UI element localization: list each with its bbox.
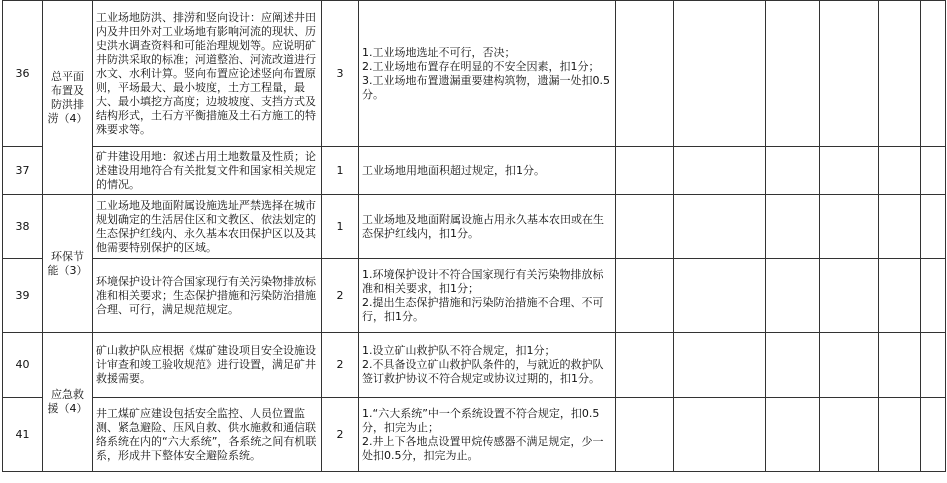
empty-cell [766,1,820,147]
empty-cell [674,259,766,333]
requirement-cell: 矿山救护队应根据《煤矿建设项目安全设施设计审查和竣工验收规范》进行设置，满足矿井救援需要。 [93,333,322,398]
category-cell: 应急救援（4） [43,333,93,472]
row-number: 36 [3,1,43,147]
empty-cell [616,195,674,259]
empty-cell [921,195,946,259]
score-cell: 3 [322,1,359,147]
empty-cell [921,1,946,147]
requirement-cell: 环境保护设计符合国家现行有关污染物排放标准和相关要求；生态保护措施和污染防治措施合理、可行，满足规范规定。 [93,259,322,333]
requirement-cell: 工业场地及地面附属设施选址严禁选择在城市规划确定的生活居住区和文教区、依法划定的生态保护红线内、永久基本农田保护区以及其他需要特别保护的区域。 [93,195,322,259]
empty-cell [820,195,879,259]
requirement-cell: 矿井建设用地：叙述占用土地数量及性质；论述建设用地符合有关批复文件和国家相关规定的情况。 [93,147,322,195]
empty-cell [674,195,766,259]
table-row [3,333,946,398]
empty-cell [766,195,820,259]
criteria-cell [359,259,616,333]
empty-cell [921,259,946,333]
empty-cell [879,398,921,472]
table-row [3,147,946,195]
empty-cell [616,147,674,195]
criteria-cell [359,1,616,147]
empty-cell [820,333,879,398]
criteria-item: 2.提出生态保护措施和污染防治措施不合理、不可行，扣1分。 [362,295,604,323]
category-cell: 环保节能（3） [43,195,93,333]
criteria-cell [359,195,616,259]
empty-cell [766,259,820,333]
row-number: 38 [3,195,43,259]
empty-cell [879,195,921,259]
empty-cell [766,147,820,195]
score-cell: 2 [322,333,359,398]
empty-cell [921,333,946,398]
requirement-cell: 井工煤矿应建设包括安全监控、人员位置监测、紧急避险、压风自救、供水施救和通信联络系统在内的“六大系统”，各系统之间有机联系，形成井下整体安全避险系统。 [93,398,322,472]
score-cell: 1 [322,147,359,195]
empty-cell [616,1,674,147]
criteria-item: 2.不具备设立矿山救护队条件的，与就近的救护队签订救护协议不符合规定或协议过期的，扣1分。 [362,358,604,385]
empty-cell [674,333,766,398]
empty-cell [820,147,879,195]
table-row [3,195,946,259]
empty-cell [879,259,921,333]
row-number: 41 [3,398,43,472]
criteria-item: 1.设立矿山救护队不符合规定，扣1分； [362,344,556,357]
criteria-item: 1.环境保护设计不符合国家现行有关污染物排放标准和相关要求，扣1分； [362,267,604,295]
row-number: 40 [3,333,43,398]
empty-cell [766,398,820,472]
table-row [3,1,946,147]
empty-cell [879,1,921,147]
criteria-item: 2.井上下各地点设置甲烷传感器不满足规定，少一处扣0.5分，扣完为止。 [362,434,604,462]
score-cell: 2 [322,398,359,472]
criteria-item: 1.工业场地选址不可行，否决； [362,45,516,59]
criteria-cell [359,147,616,195]
criteria-item: 3.工业场地布置遗漏重要建构筑物，遗漏一处扣0.5分。 [362,73,610,101]
empty-cell [674,398,766,472]
criteria-item: 1.“六大系统”中一个系统设置不符合规定，扣0.5分，扣完为止； [362,406,600,434]
empty-cell [921,398,946,472]
criteria-cell [359,398,616,472]
empty-cell [616,259,674,333]
criteria-item: 工业场地用地面积超过规定，扣1分。 [362,163,545,177]
empty-cell [879,333,921,398]
empty-cell [879,147,921,195]
empty-cell [921,147,946,195]
score-cell: 2 [322,259,359,333]
category-cell: 总平面布置及防洪排涝（4） [43,1,93,195]
criteria-item: 2.工业场地布置存在明显的不安全因素，扣1分； [362,59,600,73]
row-number: 37 [3,147,43,195]
empty-cell [674,1,766,147]
review-scoring-table [2,0,946,472]
empty-cell [820,1,879,147]
table-row [3,259,946,333]
criteria-cell [359,333,616,398]
criteria-item: 工业场地及地面附属设施占用永久基本农田或在生态保护红线内，扣1分。 [362,212,604,240]
table-row [3,398,946,472]
empty-cell [820,259,879,333]
score-cell: 1 [322,195,359,259]
empty-cell [674,147,766,195]
empty-cell [766,333,820,398]
row-number: 39 [3,259,43,333]
empty-cell [820,398,879,472]
empty-cell [616,398,674,472]
empty-cell [616,333,674,398]
requirement-cell: 工业场地防洪、排涝和竖向设计：应阐述井田内及井田外对工业场地有影响河流的现状、历史洪水调查资料和可能治理规划等。应说明矿井防洪采取的标准；河道整治、河流改道进行水文、水利计算。竖向布置应论述竖向布置原则，平场最大、最小坡度，土方工程量，最大、最小填挖方高度；边坡坡度、支挡方式及结构形式，土石方平衡措施及土石方施工的特殊要求等。 [93,1,322,147]
